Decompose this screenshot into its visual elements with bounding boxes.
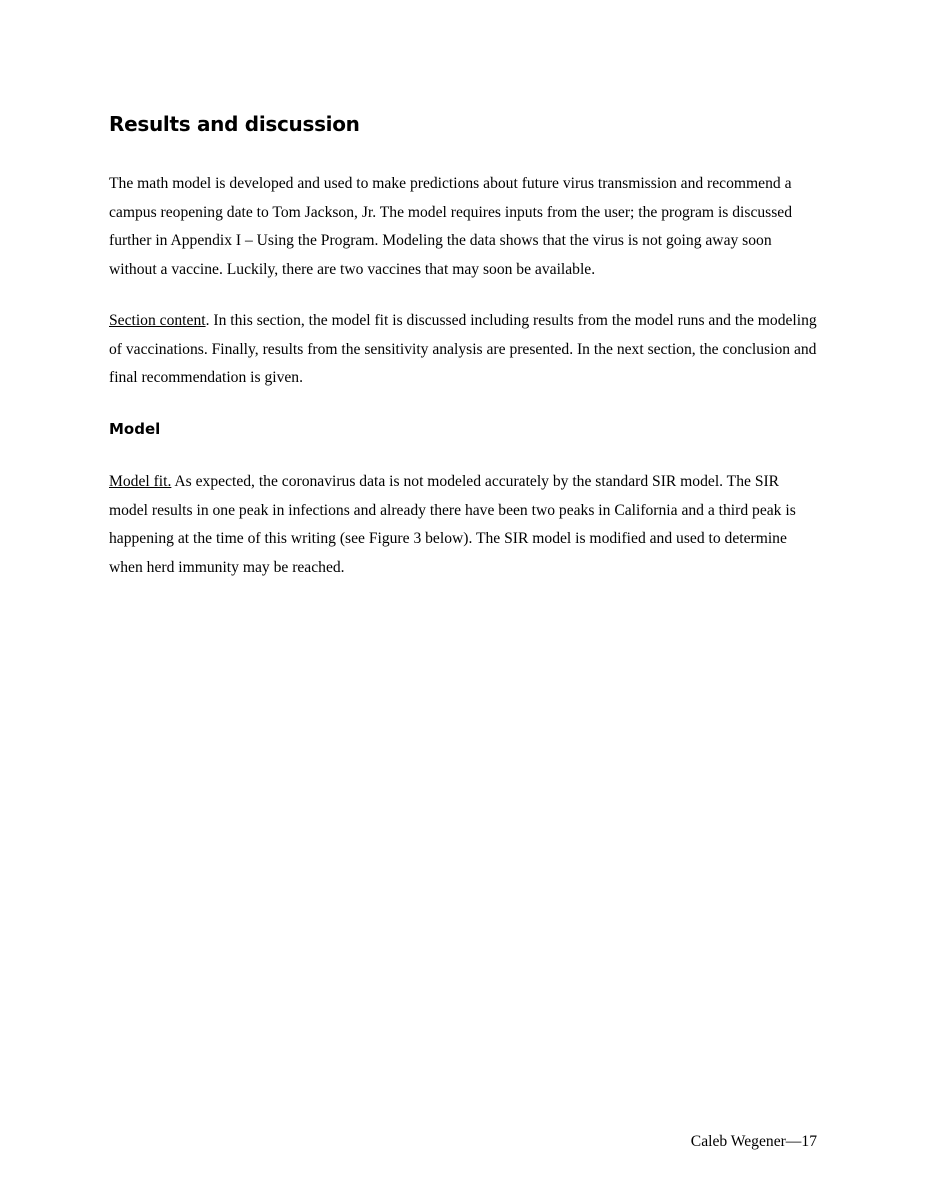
page-footer: Caleb Wegener—17 xyxy=(690,1133,817,1150)
section-content-body: . In this section, the model fit is discussed including results from the model runs and the modeling of vaccinations. Finally, results from the sensitivity analysis are presented. In the next section, the conclusion and final recommendation is given. xyxy=(109,312,817,387)
section-content-lead: Section content xyxy=(109,312,206,329)
intro-paragraph: The math model is developed and used to make predictions about future virus transmission and recommend a campus reopening date to Tom Jackson, Jr. The model requires inputs from the user; the program is discussed further in Appendix I – Using the Program. Modeling the data shows that the virus is not going away soon without a vaccine. Luckily, there are two vaccines that may soon be available. xyxy=(109,175,793,279)
model-subheading: Model xyxy=(109,420,161,438)
section-heading: Results and discussion xyxy=(109,112,360,136)
section-content-paragraph xyxy=(109,307,817,393)
model-fit-lead: Model fit. xyxy=(109,473,172,490)
model-fit-paragraph xyxy=(109,468,817,583)
model-fit-body: As expected, the coronavirus data is not modeled accurately by the standard SIR model. The SIR model results in one peak in infections and already there have been two peaks in California and a third peak is happening at the time of this writing (see Figure 3 below). The SIR model is modified and used to determine when herd immunity may be reached. xyxy=(109,473,796,577)
